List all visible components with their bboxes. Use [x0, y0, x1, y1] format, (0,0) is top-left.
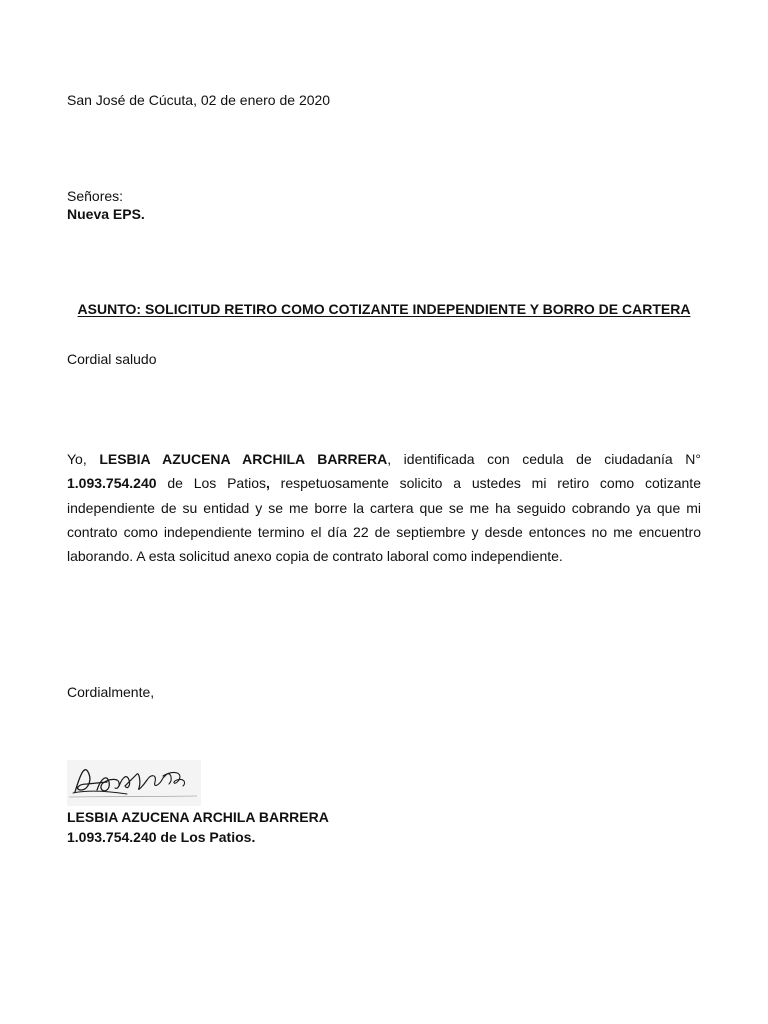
body-comma: , [265, 475, 270, 492]
closing: Cordialmente, [67, 684, 155, 700]
signer-id: 1.093.754.240 de Los Patios. [67, 829, 256, 845]
recipient: Nueva EPS. [67, 206, 145, 222]
subject-line: ASUNTO: SOLICITUD RETIRO COMO COTIZANTE INDEPENDIENTE Y BORRO DE CARTERA [77, 301, 691, 317]
body-paragraph [67, 447, 701, 568]
body-text-3: respetuosamente solicito a ustedes mi retiro como cotizante independiente de su entidad y se me borre la cartera que se me ha seguido cobrando ya que mi contrato como independiente termino el día 22 de septiembre y desde entonces no me encuentro laborando. A esta solicitud anexo copia de contrato laboral como independiente. [67, 475, 701, 565]
body-name: LESBIA AZUCENA ARCHILA BARRERA [99, 451, 388, 467]
body-text-2: de Los Patios [156, 475, 266, 492]
date-line: San José de Cúcuta, 02 de enero de 2020 [67, 92, 331, 108]
signer-name: LESBIA AZUCENA ARCHILA BARRERA [67, 809, 329, 825]
signature-image [67, 760, 201, 806]
greeting: Cordial saludo [67, 351, 157, 367]
salutation: Señores: [67, 188, 124, 204]
body-id-number: 1.093.754.240 [67, 475, 157, 492]
body-intro: Yo, [67, 451, 100, 467]
body-text-1: , identificada con cedula de ciudadanía N° [387, 451, 702, 467]
